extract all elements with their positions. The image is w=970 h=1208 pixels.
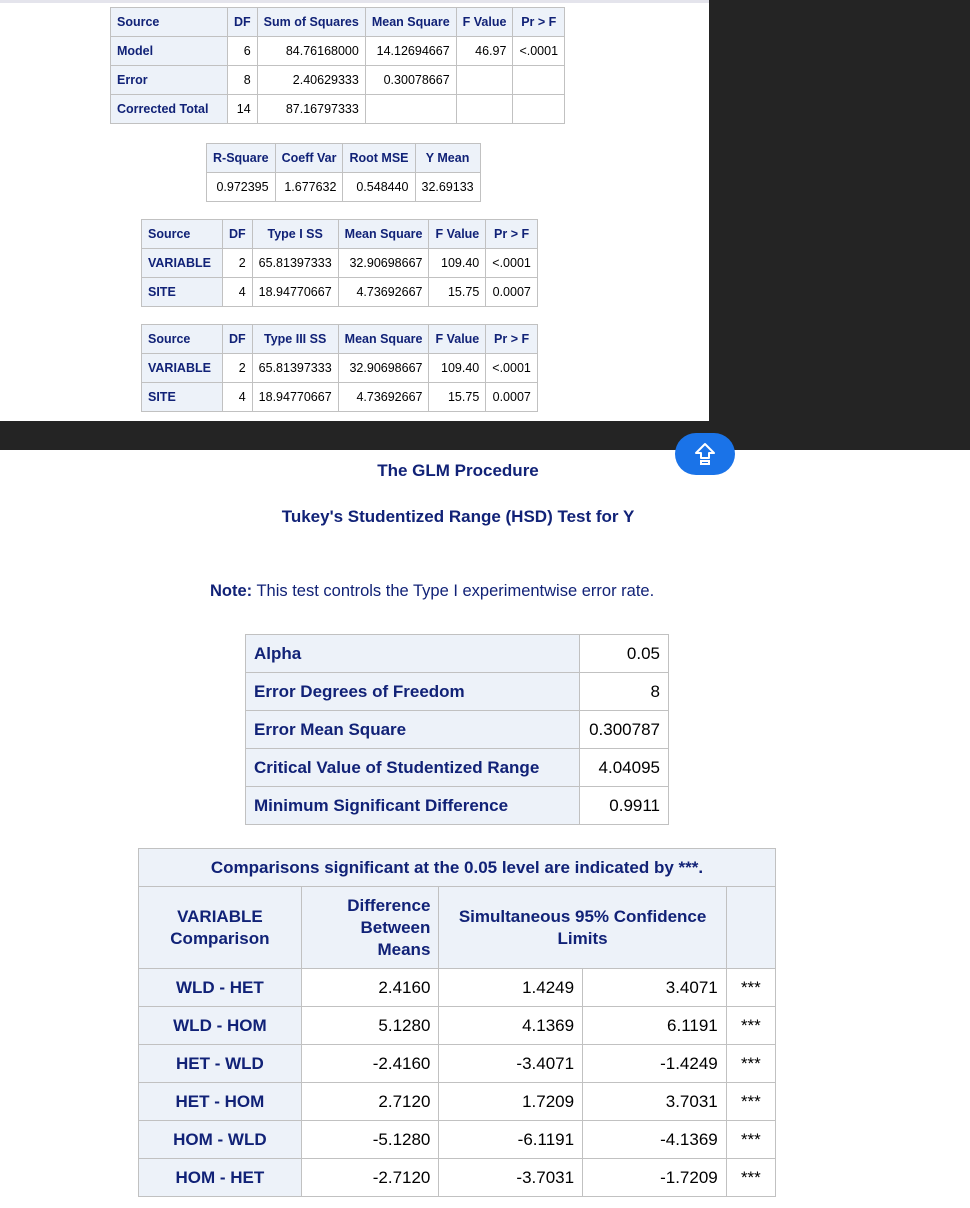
cell: 46.97 (456, 37, 513, 66)
cell: 0.30078667 (365, 66, 456, 95)
upper-limit-cell: 6.1191 (583, 1007, 727, 1045)
type1-header-ms: Mean Square (338, 220, 429, 249)
table-row (246, 711, 669, 749)
row-label: VARIABLE (142, 354, 223, 383)
param-value: 0.300787 (580, 711, 669, 749)
cell: 4 (223, 278, 253, 307)
table-row (246, 635, 669, 673)
lower-limit-cell: 4.1369 (439, 1007, 583, 1045)
table-row (139, 1083, 776, 1121)
cell: 18.94770667 (252, 383, 338, 412)
significance-marker: *** (726, 1159, 775, 1197)
comparisons-table (138, 848, 776, 1197)
header-confidence-limits (439, 887, 726, 969)
comparison-label: HOM - WLD (139, 1121, 302, 1159)
cell: 4 (223, 383, 253, 412)
cell (513, 95, 565, 124)
note-text (210, 582, 654, 601)
cell: 14 (228, 95, 258, 124)
cell: 8 (228, 66, 258, 95)
comparison-label: HET - WLD (139, 1045, 302, 1083)
fit-stats-table (206, 143, 481, 202)
param-label: Error Mean Square (246, 711, 580, 749)
anova-header-df: DF (228, 8, 258, 37)
table-row (246, 673, 669, 711)
type1-header-row (142, 220, 538, 249)
cell: 2 (223, 354, 253, 383)
cell: 65.81397333 (252, 249, 338, 278)
cell: 32.69133 (415, 173, 480, 202)
anova-header-ss: Sum of Squares (257, 8, 365, 37)
table-row (207, 173, 481, 202)
type3-ss-table (141, 324, 538, 412)
comparisons-caption-row (139, 849, 776, 887)
difference-cell: 5.1280 (301, 1007, 439, 1045)
row-label: SITE (142, 383, 223, 412)
top-rule (0, 0, 709, 3)
significance-marker: *** (726, 1083, 775, 1121)
note-body: This test controls the Type I experimentwise error rate. (256, 582, 655, 600)
difference-cell: 2.4160 (301, 969, 439, 1007)
comparison-label: HET - HOM (139, 1083, 302, 1121)
cell: 2.40629333 (257, 66, 365, 95)
param-label: Error Degrees of Freedom (246, 673, 580, 711)
table-row (111, 37, 565, 66)
cell: 4.73692667 (338, 383, 429, 412)
row-label: SITE (142, 278, 223, 307)
cell: 84.76168000 (257, 37, 365, 66)
cell: 0.972395 (207, 173, 276, 202)
significance-marker: *** (726, 1007, 775, 1045)
anova-header-ms: Mean Square (365, 8, 456, 37)
upper-limit-cell: -1.4249 (583, 1045, 727, 1083)
anova-header-p: Pr > F (513, 8, 565, 37)
row-label: Model (111, 37, 228, 66)
table-row (142, 354, 538, 383)
note-label: Note: (210, 582, 253, 600)
param-label: Minimum Significant Difference (246, 787, 580, 825)
cell: 0.0007 (486, 278, 538, 307)
type3-header-ss: Type III SS (252, 325, 338, 354)
cell: 2 (223, 249, 253, 278)
cell (456, 66, 513, 95)
type1-header-ss: Type I SS (252, 220, 338, 249)
cell: 87.16797333 (257, 95, 365, 124)
comparison-label: WLD - HET (139, 969, 302, 1007)
significance-marker: *** (726, 969, 775, 1007)
fit-header-row (207, 144, 481, 173)
fit-header-ymean: Y Mean (415, 144, 480, 173)
tukey-params-table (245, 634, 669, 825)
dark-background-right (709, 0, 970, 450)
procedure-title: The GLM Procedure (377, 461, 539, 480)
cell: <.0001 (513, 37, 565, 66)
anova-table (110, 7, 565, 124)
table-row (142, 383, 538, 412)
cell: 32.90698667 (338, 249, 429, 278)
table-row (142, 249, 538, 278)
lower-limit-cell: -6.1191 (439, 1121, 583, 1159)
upper-limit-cell: 3.4071 (583, 969, 727, 1007)
fit-header-rootmse: Root MSE (343, 144, 415, 173)
upper-limit-cell: -4.1369 (583, 1121, 727, 1159)
row-label: Corrected Total (111, 95, 228, 124)
header-variable-comparison (139, 887, 302, 969)
cell: 32.90698667 (338, 354, 429, 383)
difference-cell: -2.4160 (301, 1045, 439, 1083)
fit-header-rsquare: R-Square (207, 144, 276, 173)
cell: 6 (228, 37, 258, 66)
cell: 109.40 (429, 249, 486, 278)
cell: <.0001 (486, 249, 538, 278)
param-value: 4.04095 (580, 749, 669, 787)
type3-header-source: Source (142, 325, 223, 354)
header-line: Means (377, 939, 431, 959)
type3-header-p: Pr > F (486, 325, 538, 354)
lower-limit-cell: 1.4249 (439, 969, 583, 1007)
table-row (139, 1045, 776, 1083)
comparison-label: WLD - HOM (139, 1007, 302, 1045)
table-row (142, 278, 538, 307)
param-value: 0.9911 (580, 787, 669, 825)
comparison-label: HOM - HET (139, 1159, 302, 1197)
header-significance (726, 887, 775, 969)
type1-header-source: Source (142, 220, 223, 249)
type3-header-ms: Mean Square (338, 325, 429, 354)
cell: 15.75 (429, 383, 486, 412)
table-row (139, 969, 776, 1007)
cell: 1.677632 (275, 173, 343, 202)
table-row (111, 66, 565, 95)
header-line: Limits (557, 928, 608, 948)
cell: 0.548440 (343, 173, 415, 202)
cell: <.0001 (486, 354, 538, 383)
lower-limit-cell: -3.7031 (439, 1159, 583, 1197)
cell: 109.40 (429, 354, 486, 383)
type3-header-f: F Value (429, 325, 486, 354)
cell: 18.94770667 (252, 278, 338, 307)
param-value: 0.05 (580, 635, 669, 673)
type1-header-p: Pr > F (486, 220, 538, 249)
cell: 15.75 (429, 278, 486, 307)
upper-limit-cell: 3.7031 (583, 1083, 727, 1121)
table-row (139, 1121, 776, 1159)
param-value: 8 (580, 673, 669, 711)
header-line: Difference (347, 895, 431, 915)
comparisons-caption: Comparisons significant at the 0.05 level are indicated by ***. (139, 849, 776, 887)
type3-header-row (142, 325, 538, 354)
type1-ss-table (141, 219, 538, 307)
dark-separator-band (0, 421, 970, 450)
fit-header-coeffvar: Coeff Var (275, 144, 343, 173)
lower-limit-cell: -3.4071 (439, 1045, 583, 1083)
difference-cell: 2.7120 (301, 1083, 439, 1121)
cell: 14.12694667 (365, 37, 456, 66)
header-line: VARIABLE (177, 906, 263, 926)
lower-limit-cell: 1.7209 (439, 1083, 583, 1121)
param-label: Critical Value of Studentized Range (246, 749, 580, 787)
header-difference-means (301, 887, 439, 969)
cell (365, 95, 456, 124)
test-title: Tukey's Studentized Range (HSD) Test for Y (281, 507, 635, 526)
table-row (139, 1007, 776, 1045)
significance-marker: *** (726, 1121, 775, 1159)
cell (513, 66, 565, 95)
anova-header-source: Source (111, 8, 228, 37)
row-label: VARIABLE (142, 249, 223, 278)
anova-header-f: F Value (456, 8, 513, 37)
top-output-panel (0, 0, 709, 421)
table-row (246, 787, 669, 825)
row-label: Error (111, 66, 228, 95)
table-row (246, 749, 669, 787)
table-row (111, 95, 565, 124)
cell (456, 95, 513, 124)
param-label: Alpha (246, 635, 580, 673)
cell: 0.0007 (486, 383, 538, 412)
comparisons-header-row (139, 887, 776, 969)
difference-cell: -5.1280 (301, 1121, 439, 1159)
cell: 4.73692667 (338, 278, 429, 307)
header-line: Simultaneous 95% Confidence (458, 906, 707, 926)
header-line: Between (360, 917, 431, 937)
anova-header-row (111, 8, 565, 37)
significance-marker: *** (726, 1045, 775, 1083)
upper-limit-cell: -1.7209 (583, 1159, 727, 1197)
type1-header-df: DF (223, 220, 253, 249)
table-row (139, 1159, 776, 1197)
header-line: Comparison (170, 928, 270, 948)
type3-header-df: DF (223, 325, 253, 354)
difference-cell: -2.7120 (301, 1159, 439, 1197)
type1-header-f: F Value (429, 220, 486, 249)
cell: 65.81397333 (252, 354, 338, 383)
